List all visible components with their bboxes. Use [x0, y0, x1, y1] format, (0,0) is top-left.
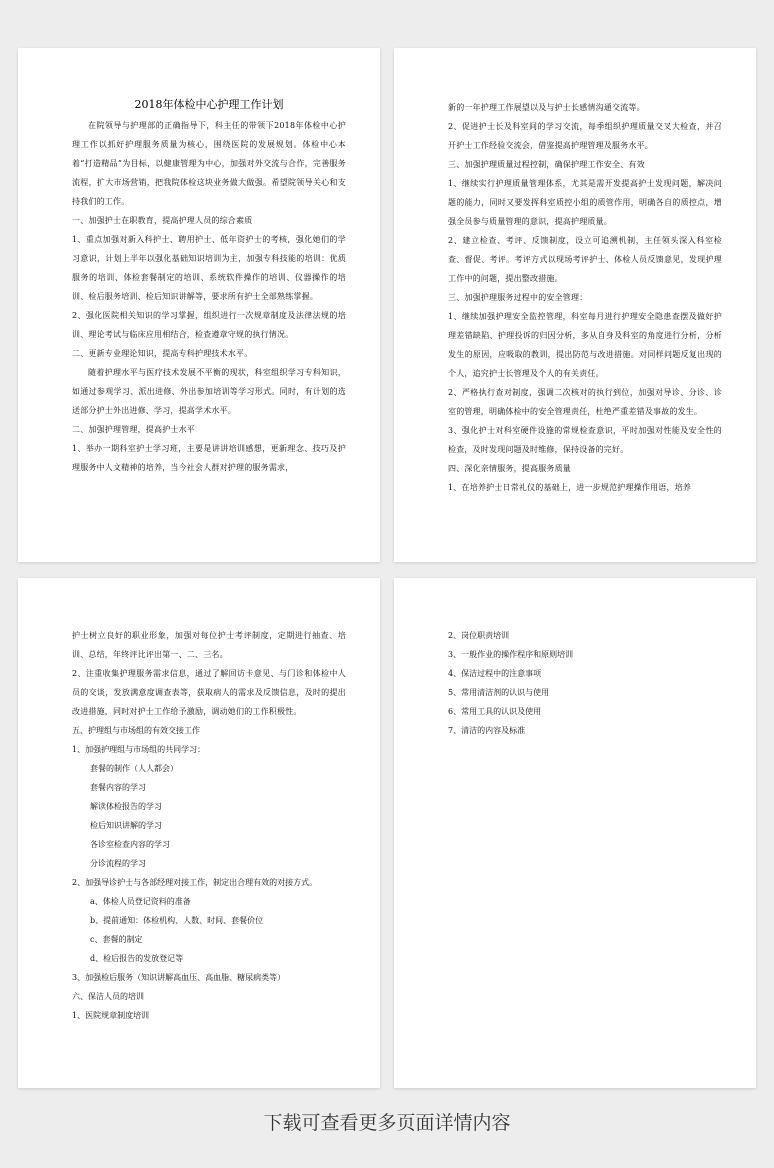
list-item: c、套餐的制定: [90, 935, 143, 944]
download-more-prompt: 下载可查看更多页面详情内容: [263, 1112, 511, 1134]
list-item: 套餐内容的学习: [90, 783, 146, 792]
paragraph: 1、继续加强护理安全监控管理，科室每月进行护理安全隐患查摆及做好护理差错缺陷、护理投诉的归因分析，多从自身及科室的角度进行分析，分析发生的原因，应吸取的教训，提出防范与改进措施。对同样问题反复出现的个人，追究护士长管理及个人的有关责任。: [448, 312, 722, 378]
paragraph: 1、举办一期科室护士学习班，主要是讲讲培训感想，更新理念、技巧及护理服务中人文精神的培养，当今社会人群对护理的服务需求，: [72, 444, 346, 472]
paragraph: 一、加强护士在职教育，提高护理人员的综合素质: [72, 216, 253, 225]
list-item: a、体检人员登记资料的准备: [90, 897, 191, 906]
page-4-list: [448, 626, 722, 740]
list-item: 2、岗位职责培训: [448, 631, 510, 640]
list-item: 套餐的制作（人人都会）: [90, 764, 178, 773]
document-page-4: [394, 578, 756, 1088]
list-item: 1、加强护理组与市场组的共同学习：: [72, 745, 206, 754]
paragraph: 2、建立检查、考评、反馈制度，设立可追溯机制，主任领头深入科室检查、督促、考评。考评方式以现场考评护士、体检人员反馈意见，发现护理工作中的问题，提出整改措施。: [448, 236, 722, 283]
list-item: 4、保洁过程中的注意事项: [448, 669, 542, 678]
list-item: 7、清洁的内容及标准: [448, 726, 526, 735]
page-3-body: [72, 626, 346, 721]
list-item: 6、常用工具的认识及使用: [448, 707, 542, 716]
paragraph: 二、更新专业理论知识，提高专科护理技术水平。: [72, 349, 253, 358]
list-item: 2、加强导诊护士与各部经理对接工作，制定出合理有效的对接方式。: [72, 878, 318, 887]
paragraph: 在院领导与护理部的正确指导下，科主任的带领下2018年体检中心护理工作以抓好护理服务质量为核心，围绕医院的发展规划。体检中心本着“打造精品”为目标，以健康管理为中心，加强对外交流与合作，完善服务流程，扩大市场营销，把我院体检这块业务做大做强。希望院领导关心和支持我们的工作。: [72, 121, 346, 206]
list-item: 1、医院规章制度培训: [72, 1011, 150, 1020]
list-item: 五、护理组与市场组的有效交接工作: [72, 726, 200, 735]
list-item: d、检后报告的发放登记等: [90, 954, 184, 963]
page-3-list: [72, 721, 346, 1025]
paragraph: 2、注重收集护理服务需求信息，通过了解回访卡意见、与门诊和体检中人员的交谈，发放满意度调查表等，获取病人的需求及反馈信息，及时的提出改进措施，同时对护士工作给予激励，调动她们的工作积极性。: [72, 669, 346, 716]
list-item: 六、保洁人员的培训: [72, 992, 144, 1001]
paragraph: 护士树立良好的职业形象，加强对每位护士考评制度，定期进行抽查、培训、总结，年终评比评出第一、二、三名。: [72, 631, 346, 659]
list-item: 3、加强检后服务（知识讲解高血压、高血脂、糖尿病类等）: [72, 973, 286, 982]
list-item: 3、一般作业的操作程序和原则培训: [448, 650, 574, 659]
page-1-body: [72, 116, 346, 477]
paragraph: 1、重点加强对新入科护士、聘用护士、低年资护士的考核，强化她们的学习意识，计划上半年以强化基础知识培训为主，加强专科技能的培训：优质服务的培训、体检套餐制定的培训、系统软件操作的培训、仪器操作的培训、检后服务培训、检后知识讲解等，要求所有护士全部熟练掌握。: [72, 235, 346, 301]
paragraph: 2、促进护士长及科室间的学习交流，每季组织护理质量交叉大检查，并召开护士工作经验交流会，借鉴提高护理管理及服务水平。: [448, 122, 722, 150]
paragraph: 三、加强护理服务过程中的安全管理：: [448, 293, 588, 302]
list-item: 解读体检报告的学习: [90, 802, 162, 811]
paragraph: 1、在培养护士日常礼仪的基础上，进一步规范护理操作用语，培养: [448, 483, 692, 492]
document-page-1: [18, 48, 380, 562]
list-item: 分诊流程的学习: [90, 859, 146, 868]
page-2-body: [448, 98, 722, 497]
document-page-2: [394, 48, 756, 562]
paragraph: 1、继续实行护理质量管理体系，尤其是需开发提高护士发现问题，解决问题的能力，同时又要发挥科室质控小组的质管作用，明确各自的质控点，增强全员参与质量管理的意识，提高护理质量。: [448, 179, 722, 226]
paragraph: 二、加强护理管理，提高护士水平: [72, 425, 195, 434]
document-title: 2018年体检中心护理工作计划: [134, 98, 284, 111]
paragraph: 三、加强护理质量过程控制，确保护理工作安全、有效: [448, 160, 645, 169]
paragraph: 四、深化亲情服务，提高服务质量: [448, 464, 571, 473]
list-item: b、提前通知：体检机构、人数、时间、套餐价位: [90, 916, 264, 925]
document-page-3: [18, 578, 380, 1088]
paragraph: 2、强化医院相关知识的学习掌握，组织进行一次规章制度及法律法规的培训、理论考试与临床应用相结合，检查遵章守规的执行情况。: [72, 311, 346, 339]
paragraph: 新的一年护理工作展望以及与护士长感情沟通交流等。: [448, 103, 645, 112]
list-item: 各诊室检查内容的学习: [90, 840, 170, 849]
paragraph: 随着护理水平与医疗技术发展不平衡的现状，科室组织学习专科知识，如通过参观学习、派出进修、外出参加培训等学习形式。同时，有计划的选送部分护士外出进修、学习，提高学术水平。: [72, 368, 346, 415]
paragraph: 3、强化护士对科室硬件设施的常规检查意识，平时加强对性能及安全性的检查，及时发现问题及时维修，保持设备的完好。: [448, 426, 722, 454]
list-item: 检后知识讲解的学习: [90, 821, 162, 830]
paragraph: 2、严格执行查对制度，强调二次核对的执行到位，加强对导诊、分诊、诊室的管理，明确体检中的安全管理责任，杜绝严重差错及事故的发生。: [448, 388, 722, 416]
list-item: 5、常用清洁剂的认识与使用: [448, 688, 550, 697]
